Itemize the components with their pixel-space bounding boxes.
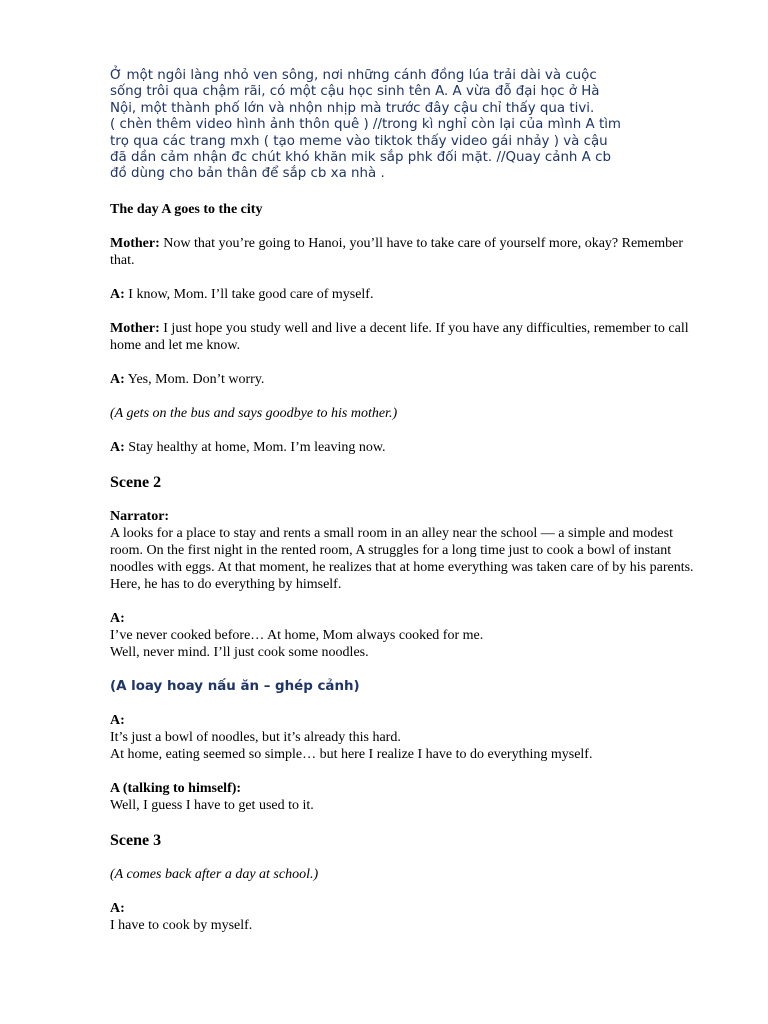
dialogue-text: I just hope you study well and live a decent life. If you have any difficulties, remember to call home and let me know. [110, 320, 689, 353]
dialogue-text: I’ve never cooked before… At home, Mom always cooked for me. [110, 627, 484, 643]
intro-line: Ở một ngôi làng nhỏ ven sông, nơi những cánh đồng lúa trải dài và cuộc [110, 68, 597, 83]
narrator-text: A looks for a place to stay and rents a small room in an alley near the school — a simple and modest room. On the first night in the rented room, A struggles for a long time just to cook a bowl of instant noodles with eggs. At that moment, he realizes that at home everything was taken care of by his parents. Here, he has to do everything by himself. [110, 525, 694, 592]
speaker-label: Mother: [110, 320, 160, 336]
dialogue-block [110, 610, 700, 661]
speaker-label: A: [110, 439, 125, 455]
dialogue-text: Stay healthy at home, Mom. I’m leaving now. [124, 439, 386, 455]
intro-line: đồ dùng cho bản thân để sắp cb xa nhà . [110, 166, 385, 182]
dialogue-line [110, 439, 700, 456]
speaker-label: A: [110, 900, 125, 916]
dialogue-text: It’s just a bowl of noodles, but it’s already this hard. [110, 729, 401, 745]
dialogue-line [110, 235, 700, 269]
dialogue-text: Well, never mind. I’ll just cook some noodles. [110, 644, 369, 660]
intro-line: sống trôi qua chậm rãi, có một cậu học sinh tên A. A vừa đỗ đại học ở Hà [110, 84, 600, 100]
dialogue-line [110, 286, 700, 303]
production-note: (A loay hoay nấu ăn – ghép cảnh) [110, 678, 360, 694]
dialogue-line [110, 320, 700, 354]
speaker-label: Narrator: [110, 508, 170, 524]
speaker-label: A: [110, 712, 125, 728]
dialogue-text: I know, Mom. I’ll take good care of myself. [124, 286, 374, 302]
speaker-label: A: [110, 371, 125, 387]
intro-line: trọ qua các trang mxh ( tạo meme vào tiktok thấy video gái nhảy ) và cậu [110, 133, 608, 149]
dialogue-text: At home, eating seemed so simple… but here I realize I have to do everything myself. [110, 746, 593, 762]
intro-line: Nội, một thành phố lớn và nhộn nhịp mà trước đây cậu chỉ thấy qua tivi. [110, 100, 595, 116]
dialogue-text: I have to cook by myself. [110, 917, 253, 933]
scene-heading: Scene 3 [110, 831, 162, 849]
dialogue-block [110, 900, 700, 934]
dialogue-text: Now that you’re going to Hanoi, you’ll have to take care of yourself more, okay? Remember that. [110, 235, 684, 268]
stage-direction: (A comes back after a day at school.) [110, 866, 319, 882]
intro-paragraph [110, 68, 700, 183]
speaker-label: A (talking to himself): [110, 780, 242, 796]
intro-line: đã dần cảm nhận đc chút khó khăn mik sắp phk đối mặt. //Quay cảnh A cb [110, 150, 611, 166]
intro-line: ( chèn thêm video hình ảnh thôn quê ) //trong kì nghỉ còn lại của mình A tìm [110, 117, 621, 133]
section-title: The day A goes to the city [110, 201, 263, 217]
scene-heading: Scene 2 [110, 473, 162, 491]
narrator-block [110, 508, 700, 593]
dialogue-line [110, 371, 700, 388]
dialogue-text: Yes, Mom. Don’t worry. [124, 371, 265, 387]
dialogue-block [110, 712, 700, 763]
speaker-label: A: [110, 610, 125, 626]
speaker-label: A: [110, 286, 125, 302]
dialogue-text: Well, I guess I have to get used to it. [110, 797, 314, 813]
stage-direction: (A gets on the bus and says goodbye to his mother.) [110, 405, 398, 421]
dialogue-block [110, 780, 700, 814]
speaker-label: Mother: [110, 235, 160, 251]
document-page [110, 68, 700, 934]
